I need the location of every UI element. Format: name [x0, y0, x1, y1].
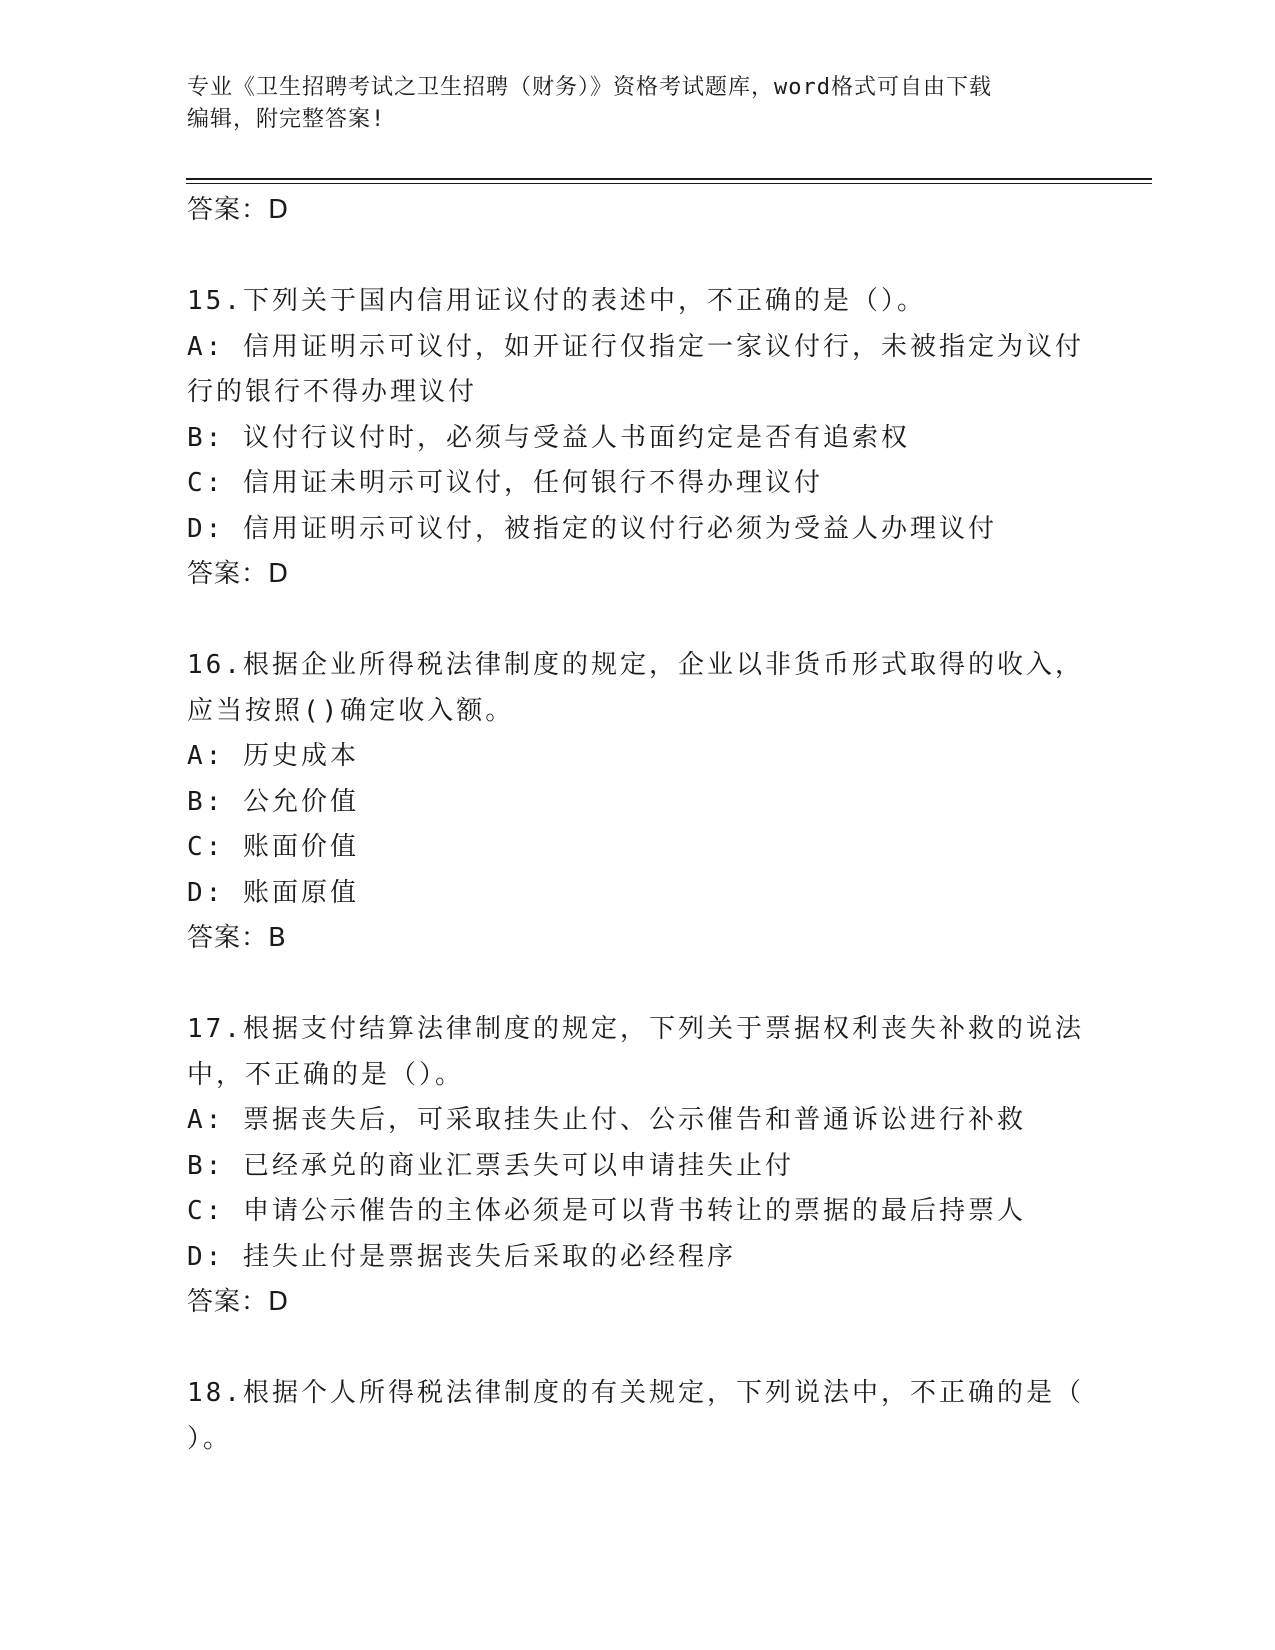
header-divider-thin	[186, 183, 1152, 184]
document-body	[187, 188, 1087, 1462]
option-b: B: 公允价值	[187, 786, 359, 817]
option-a-cont: 行的银行不得办理议付	[187, 377, 478, 407]
option-a: A: 历史成本	[187, 741, 359, 771]
question-stem: 18.根据个人所得税法律制度的有关规定，下列说法中，不正确的是（	[187, 1378, 1084, 1408]
option-b: B: 已经承兑的商业汇票丢失可以申请挂失止付	[187, 1150, 794, 1181]
option-d: D: 信用证明示可议付，被指定的议付行必须为受益人办理议付	[187, 513, 997, 544]
answer: 答案：D	[187, 559, 290, 589]
option-c: C: 申请公示催告的主体必须是可以背书转让的票据的最后持票人	[187, 1196, 1026, 1226]
option-a: A: 信用证明示可议付，如开证行仅指定一家议付行，未被指定为议付	[187, 331, 1084, 362]
spacer	[187, 598, 1087, 644]
header-line-1: 专业《卫生招聘考试之卫生招聘（财务）》资格考试题库，word格式可自由下载	[187, 75, 992, 100]
document-header	[187, 72, 1087, 136]
header-divider-thick	[186, 178, 1152, 180]
spacer	[187, 962, 1087, 1008]
question-stem: 15.下列关于国内信用证议付的表述中，不正确的是（）。	[187, 286, 926, 316]
header-line-2: 编辑，附完整答案!	[187, 107, 386, 132]
option-c: C: 信用证未明示可议付，任何银行不得办理议付	[187, 468, 823, 498]
option-a: A: 票据丧失后，可采取挂失止付、公示催告和普通诉讼进行补救	[187, 1105, 1026, 1135]
option-d: D: 挂失止付是票据丧失后采取的必经程序	[187, 1241, 736, 1272]
question-17	[187, 1007, 1087, 1326]
question-16	[187, 643, 1087, 962]
question-stem: 17.根据支付结算法律制度的规定，下列关于票据权利丧失补救的说法	[187, 1014, 1084, 1044]
option-c: C: 账面价值	[187, 832, 359, 862]
question-stem-cont: ）。	[187, 1423, 233, 1454]
option-d: D: 账面原值	[187, 877, 359, 908]
answer: 答案：D	[187, 1287, 290, 1317]
question-15	[187, 279, 1087, 598]
question-stem-cont: 应当按照()确定收入额。	[187, 695, 515, 726]
spacer	[187, 1326, 1087, 1372]
question-18	[187, 1371, 1087, 1462]
question-stem-cont: 中，不正确的是（）。	[187, 1059, 465, 1090]
previous-answer: 答案：D	[187, 195, 290, 225]
spacer	[187, 234, 1087, 280]
option-b: B: 议付行议付时，必须与受益人书面约定是否有追索权	[187, 422, 910, 453]
question-stem: 16.根据企业所得税法律制度的规定，企业以非货币形式取得的收入，	[187, 650, 1084, 680]
answer: 答案：B	[187, 923, 287, 953]
